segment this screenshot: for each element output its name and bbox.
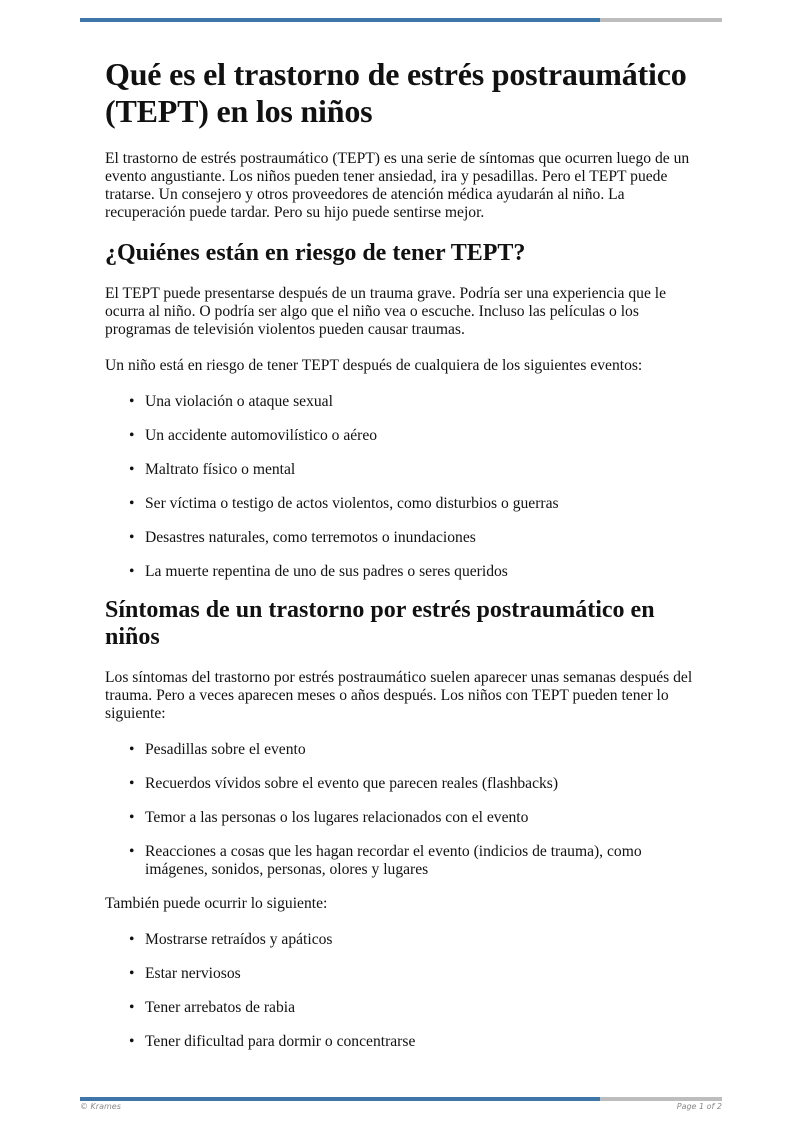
risk-list-intro: Un niño está en riesgo de tener TEPT después de cualquiera de los siguientes eventos: [105,357,643,374]
bullet-icon: • [129,965,135,982]
bullet-icon: • [129,461,135,478]
bullet-icon: • [129,563,135,580]
footer-rule-accent [80,1097,600,1101]
list-item: • Mostrarse retraídos y apáticos [129,931,333,948]
footer-copyright: © Krames [80,1102,121,1111]
bullet-icon: • [129,999,135,1016]
page-title: Qué es el trastorno de estrés postraumático (TEPT) en los niños [105,56,687,129]
section-heading-symptoms: Síntomas de un trastorno por estrés postraumático en niños [105,597,655,650]
bullet-icon: • [129,529,135,546]
bullet-icon: • [129,843,135,860]
risk-events-list [105,393,705,581]
footer-rule [80,1097,722,1101]
bullet-icon: • [129,809,135,826]
list-item: • Reacciones a cosas que les hagan recordar el evento (indicios de trauma), como imágenes, sonidos, personas, olores y lugares [129,843,642,878]
list-item: • Maltrato físico o mental [129,461,296,478]
bullet-icon: • [129,741,135,758]
additional-symptoms-list [105,931,705,1051]
intro-paragraph: El trastorno de estrés postraumático (TEPT) es una serie de síntomas que ocurren luego de un evento angustiante. Los niños pueden tener ansiedad, ira y pesadillas. Pero el TEPT puede tratarse. Un consejero y otros proveedores de atención médica ayudarán al niño. La recuperación puede tardar. Pero su hijo puede sentirse mejor. [105,150,690,221]
document-body [105,56,705,1067]
list-item: • Desastres naturales, como terremotos o inundaciones [129,529,476,546]
list-item: • Tener arrebatos de rabia [129,999,295,1016]
list-item: • Pesadillas sobre el evento [129,741,306,758]
header-rule [80,18,722,22]
also-paragraph: También puede ocurrir lo siguiente: [105,895,328,912]
risk-paragraph: El TEPT puede presentarse después de un trauma grave. Podría ser una experiencia que le ocurra al niño. O podría ser algo que el niño vea o escuche. Incluso las películas o los programas de televisión violentos pueden causar traumas. [105,285,667,338]
list-item: • Una violación o ataque sexual [129,393,333,410]
bullet-icon: • [129,393,135,410]
list-item: • Ser víctima o testigo de actos violentos, como disturbios o guerras [129,495,559,512]
list-item: • Un accidente automovilístico o aéreo [129,427,378,444]
bullet-icon: • [129,775,135,792]
header-rule-accent [80,18,600,22]
bullet-icon: • [129,1033,135,1050]
list-item: • Recuerdos vívidos sobre el evento que parecen reales (flashbacks) [129,775,559,792]
list-item: • Temor a las personas o los lugares relacionados con el evento [129,809,529,826]
bullet-icon: • [129,427,135,444]
symptoms-list [105,741,705,879]
list-item: • Estar nerviosos [129,965,241,982]
section-heading-risk: ¿Quiénes están en riesgo de tener TEPT? [105,240,526,266]
list-item: • Tener dificultad para dormir o concentrarse [129,1033,416,1050]
list-item: • La muerte repentina de uno de sus padres o seres queridos [129,563,508,580]
bullet-icon: • [129,931,135,948]
footer-page-number: Page 1 of 2 [676,1102,722,1111]
bullet-icon: • [129,495,135,512]
symptoms-paragraph: Los síntomas del trastorno por estrés postraumático suelen aparecer unas semanas después del trauma. Pero a veces aparecen meses o años después. Los niños con TEPT pueden tener lo siguiente: [105,669,693,722]
